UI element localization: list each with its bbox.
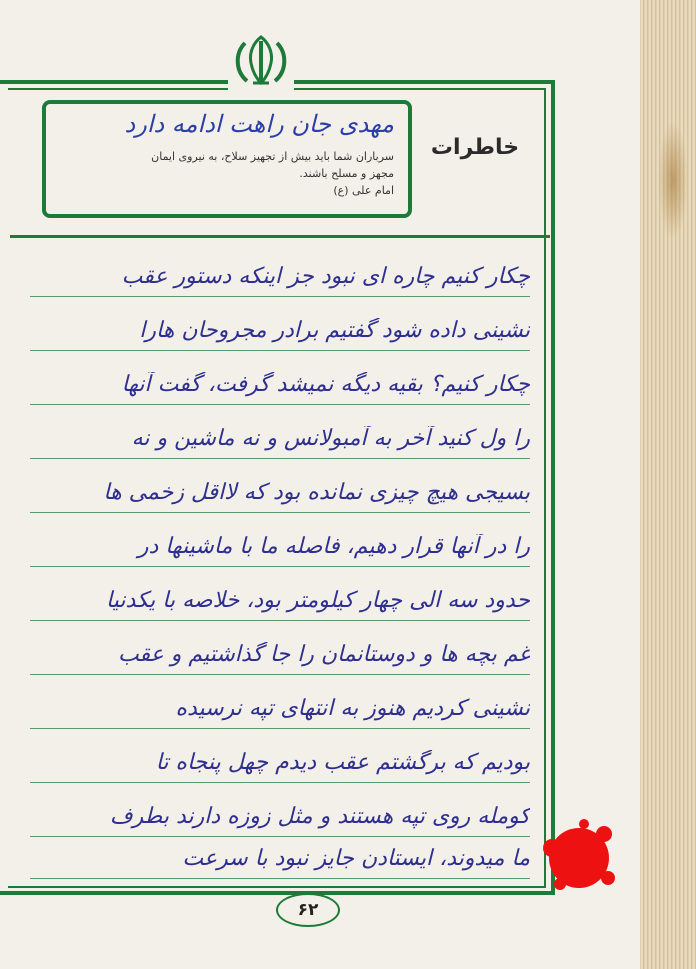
handwriting-line: چکار کنیم چاره ای نبود جز اینکه دستور عقب [121, 264, 530, 289]
page-edge [640, 0, 696, 969]
handwriting-line: را در آنها قرار دهیم، فاصله ما با ماشینها در [137, 534, 530, 559]
page-number: ۶۲ [276, 893, 340, 927]
handwriting-line: بودیم که برگشتم عقب دیدم چهل پنجاه تا [155, 750, 530, 775]
handwriting-line: نشینی کردیم هنوز به انتهای تپه نرسیده [175, 696, 530, 721]
handwriting-line: ما میدوند، ایستادن جایز نبود با سرعت [182, 846, 530, 871]
handwriting-line: را ول کنید آخر به آمبولانس و نه ماشین و نه [131, 426, 530, 451]
iran-emblem-icon [228, 30, 294, 92]
handwriting-line: چکار کنیم؟ بقیه دیگه نمیشد گرفت، گفت آنها [121, 372, 530, 397]
handwriting-line: حدود سه الی چهار کیلومتر بود، خلاصه با یکدنیا [106, 588, 530, 613]
handwriting-line: غم بچه ها و دوستانمان را جا گذاشتیم و عقب [117, 642, 530, 667]
handwriting-line: نشینی داده شود گفتیم برادر مجروحان هارا [139, 318, 530, 343]
header-quote-line: امام علی (ع) [333, 184, 394, 197]
header-quote-line: سرباران شما باید بیش از تجهیز سلاح، به نیروی ایمان [151, 150, 394, 163]
red-ink-stain [534, 812, 624, 902]
handwriting-line: بسیجی هیچ چیزی نمانده بود که لااقل زخمی ها [103, 480, 530, 505]
header-quote [94, 148, 394, 199]
section-label: خاطرات [430, 134, 520, 160]
header-quote-line: مجهز و مسلح باشند. [299, 167, 394, 180]
header-title: مهدی جان راهت ادامه دارد [124, 110, 394, 138]
handwriting-line: کومله روی تپه هستند و مثل زوزه دارند بطرف [109, 804, 530, 829]
header-box [42, 100, 412, 218]
